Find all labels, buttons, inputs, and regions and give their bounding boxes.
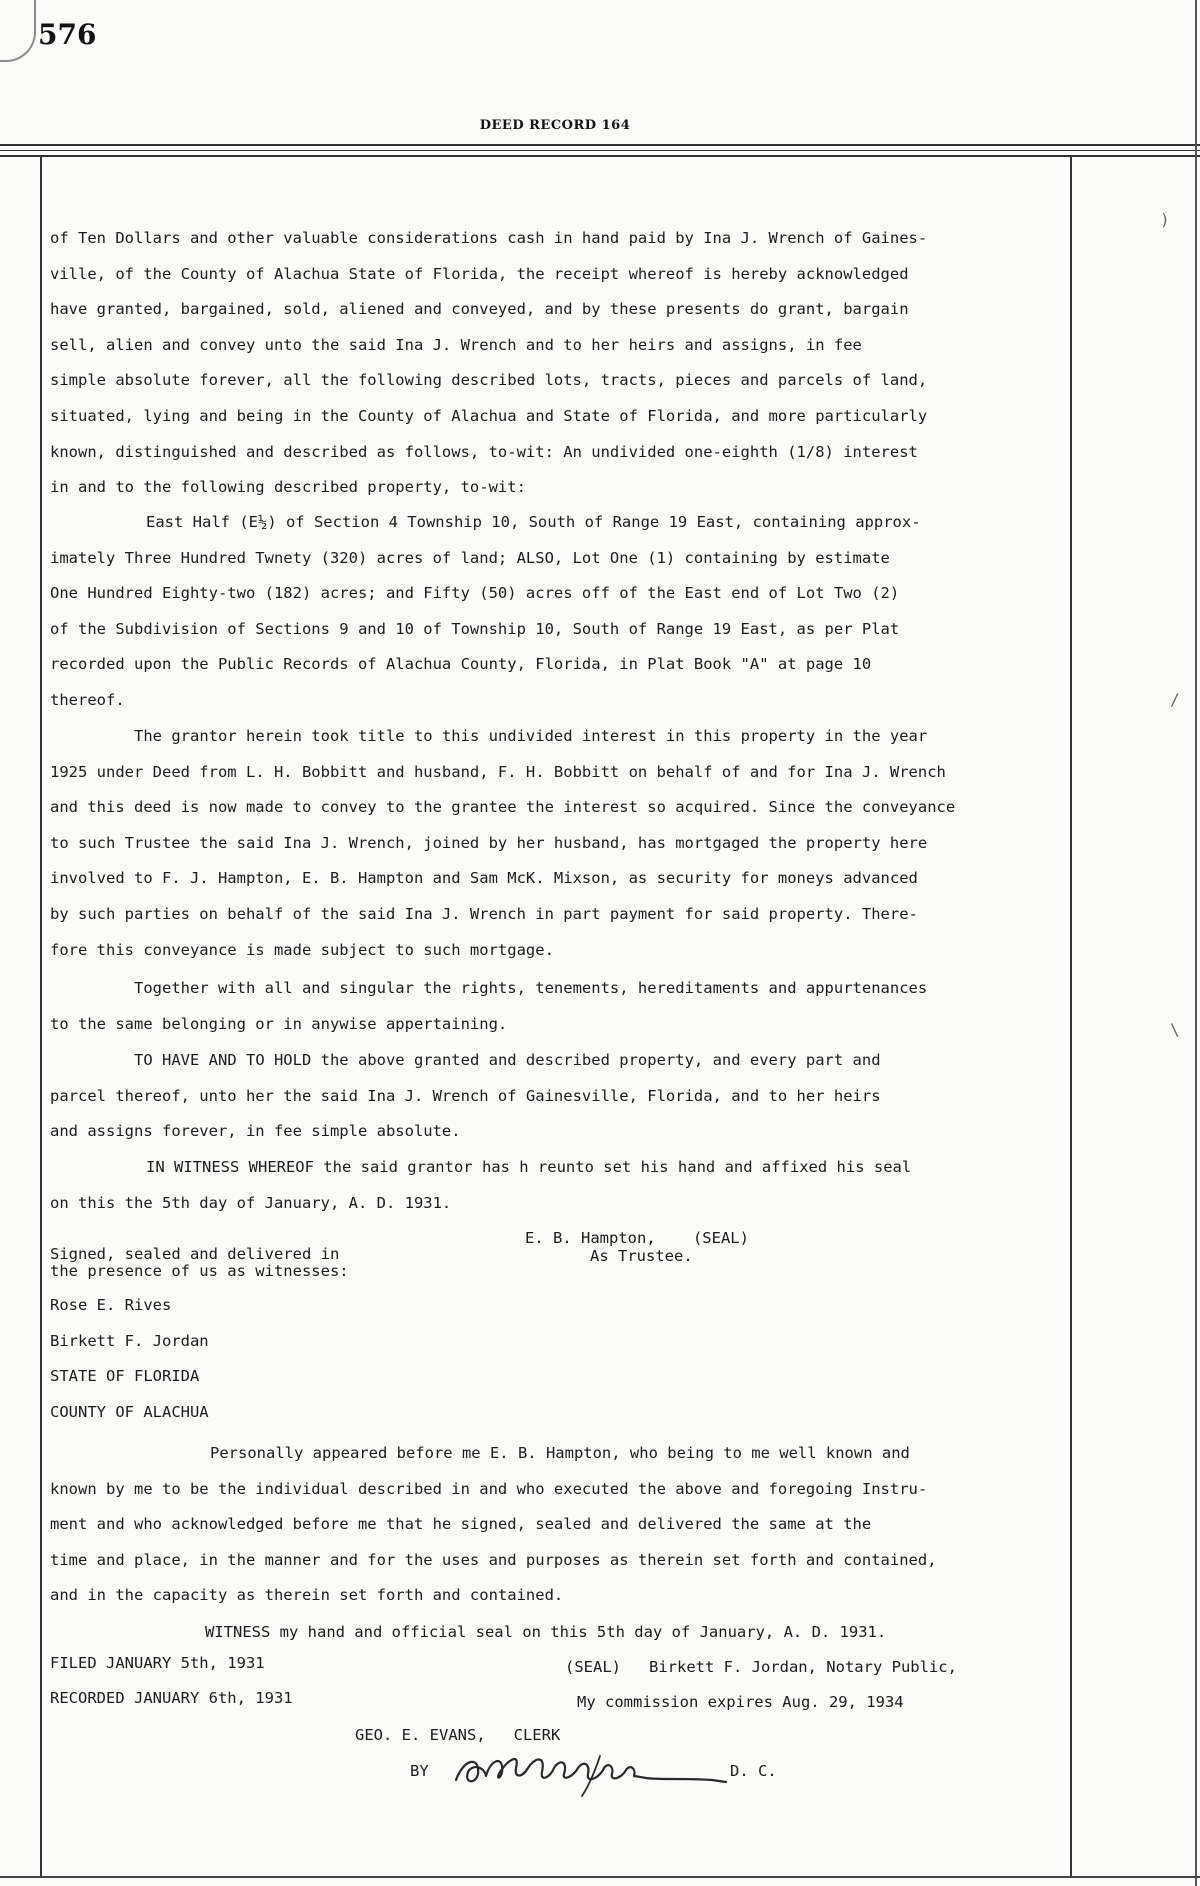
testimonium-clause <box>50 1150 1060 1221</box>
page-edge-line <box>1195 0 1197 1886</box>
text-line: The grantor herein took title to this undivided interest in this property in the year <box>134 727 928 745</box>
record-book-title: DEED RECORD 164 <box>479 118 631 133</box>
text-line: East Half (E½) of Section 4 Township 10, South of Range 19 East, containing approx- <box>146 513 921 531</box>
deed-granting-clause <box>50 221 1060 506</box>
text-line: of Ten Dollars and other valuable considerations cash in hand paid by Ina J. Wrench of Gaines- <box>50 229 928 247</box>
signer-name: E. B. Hampton, (SEAL) <box>525 1229 749 1247</box>
text-line: and assigns forever, in fee simple absolute. <box>50 1122 461 1141</box>
witness-intro: Signed, sealed and delivered in <box>50 1245 340 1263</box>
text-line: Personally appeared before me E. B. Hampton, who being to me well known and <box>210 1444 910 1462</box>
text-line: TO HAVE AND TO HOLD the above granted and described property, and every part and <box>134 1051 881 1069</box>
text-line: in and to the following described property, to-wit: <box>50 478 526 497</box>
text-line: thereof. <box>50 690 125 709</box>
text-line: and in the capacity as therein set forth and contained. <box>50 1586 564 1605</box>
recorded-date: RECORDED JANUARY 6th, 1931 <box>50 1689 293 1707</box>
text-line: involved to F. J. Hampton, E. B. Hampton and Sam McK. Mixson, as security for moneys advanced <box>50 869 918 888</box>
margin-tick-mark: ) <box>1160 210 1170 229</box>
text-line: have granted, bargained, sold, aliened and conveyed, and by these presents do grant, bargain <box>50 300 909 319</box>
acknowledgment-paragraph <box>50 1436 1060 1614</box>
text-line: situated, lying and being in the County of Alachua and State of Florida, and more particularly <box>50 406 928 425</box>
margin-tick-mark: / <box>1170 690 1180 709</box>
text-line: and this deed is now made to convey to the grantee the interest so acquired. Since the conveyance <box>50 798 956 817</box>
right-margin-line <box>1070 157 1072 1877</box>
text-line: imately Three Hundred Twnety (320) acres of land; ALSO, Lot One (1) containing by estimate <box>50 548 890 567</box>
text-line: to such Trustee the said Ina J. Wrench, joined by her husband, has mortgaged the property here <box>50 833 928 852</box>
text-line: known, distinguished and described as follows, to-wit: An undivided one-eighth (1/8) interest <box>50 442 918 461</box>
state-heading: STATE OF FLORIDA <box>50 1367 200 1385</box>
text-line: ville, of the County of Alachua State of Florida, the receipt whereof is hereby acknowledged <box>50 264 909 283</box>
header-rule <box>0 144 1200 146</box>
by-label: BY <box>410 1762 429 1780</box>
text-line: fore this conveyance is made subject to such mortgage. <box>50 940 554 959</box>
filed-date: FILED JANUARY 5th, 1931 <box>50 1654 265 1672</box>
witness-name: Rose E. Rives <box>50 1296 172 1314</box>
header-rule <box>0 150 1200 151</box>
text-line: ment and who acknowledged before me that he signed, sealed and delivered the same at the <box>50 1515 872 1534</box>
notary-seal-line: (SEAL) Birkett F. Jordan, Notary Public, <box>565 1658 957 1676</box>
text-line: on this the 5th day of January, A. D. 1931. <box>50 1193 452 1212</box>
text-line: One Hundred Eighty-two (182) acres; and Fifty (50) acres off of the East end of Lot Two (2) <box>50 584 900 603</box>
habendum-paragraph <box>50 1043 1060 1150</box>
page-number: 576 <box>38 18 97 51</box>
appurtenances-paragraph <box>50 971 1060 1042</box>
text-line: of the Subdivision of Sections 9 and 10 of Township 10, South of Range 19 East, as per Plat <box>50 619 900 638</box>
witness-name: Birkett F. Jordan <box>50 1332 209 1350</box>
grantor-title-paragraph <box>50 719 1060 968</box>
text-line: parcel thereof, unto her the said Ina J. Wrench of Gainesville, Florida, and to her heirs <box>50 1086 881 1105</box>
header-rule <box>0 155 1200 157</box>
deputy-clerk-label: D. C. <box>730 1762 777 1780</box>
left-margin-line <box>40 157 42 1877</box>
bottom-rule <box>0 1876 1200 1878</box>
signer-title: As Trustee. <box>590 1247 693 1265</box>
text-line: Together with all and singular the rights, tenements, hereditaments and appurtenances <box>134 979 928 997</box>
text-line: sell, alien and convey unto the said Ina J. Wrench and to her heirs and assigns, in fee <box>50 335 862 354</box>
text-line: IN WITNESS WHEREOF the said grantor has h reunto set his hand and affixed his seal <box>146 1158 912 1176</box>
text-line: 1925 under Deed from L. H. Bobbitt and husband, F. H. Bobbitt on behalf of and for Ina J. Wrench <box>50 762 946 781</box>
deputy-clerk-signature <box>450 1738 740 1798</box>
notary-commission: My commission expires Aug. 29, 1934 <box>577 1693 904 1711</box>
text-line: simple absolute forever, all the following described lots, tracts, pieces and parcels of land, <box>50 371 928 390</box>
text-line: recorded upon the Public Records of Alachua County, Florida, in Plat Book "A" at page 10 <box>50 655 872 674</box>
witness-intro: the presence of us as witnesses: <box>50 1262 349 1280</box>
margin-tick-mark: \ <box>1170 1020 1180 1039</box>
county-heading: COUNTY OF ALACHUA <box>50 1403 209 1421</box>
clerk-name: GEO. E. EVANS, CLERK <box>355 1726 561 1744</box>
text-line: known by me to be the individual described in and who executed the above and foregoing Instru- <box>50 1479 928 1498</box>
text-line: time and place, in the manner and for the uses and purposes as therein set forth and contained, <box>50 1550 937 1569</box>
property-description <box>50 505 1060 719</box>
notary-witness-line: WITNESS my hand and official seal on this 5th day of January, A. D. 1931. <box>205 1623 887 1641</box>
page-corner-mark <box>0 0 36 62</box>
text-line: by such parties on behalf of the said Ina J. Wrench in part payment for said property. There- <box>50 904 918 923</box>
text-line: to the same belonging or in anywise appertaining. <box>50 1014 508 1033</box>
